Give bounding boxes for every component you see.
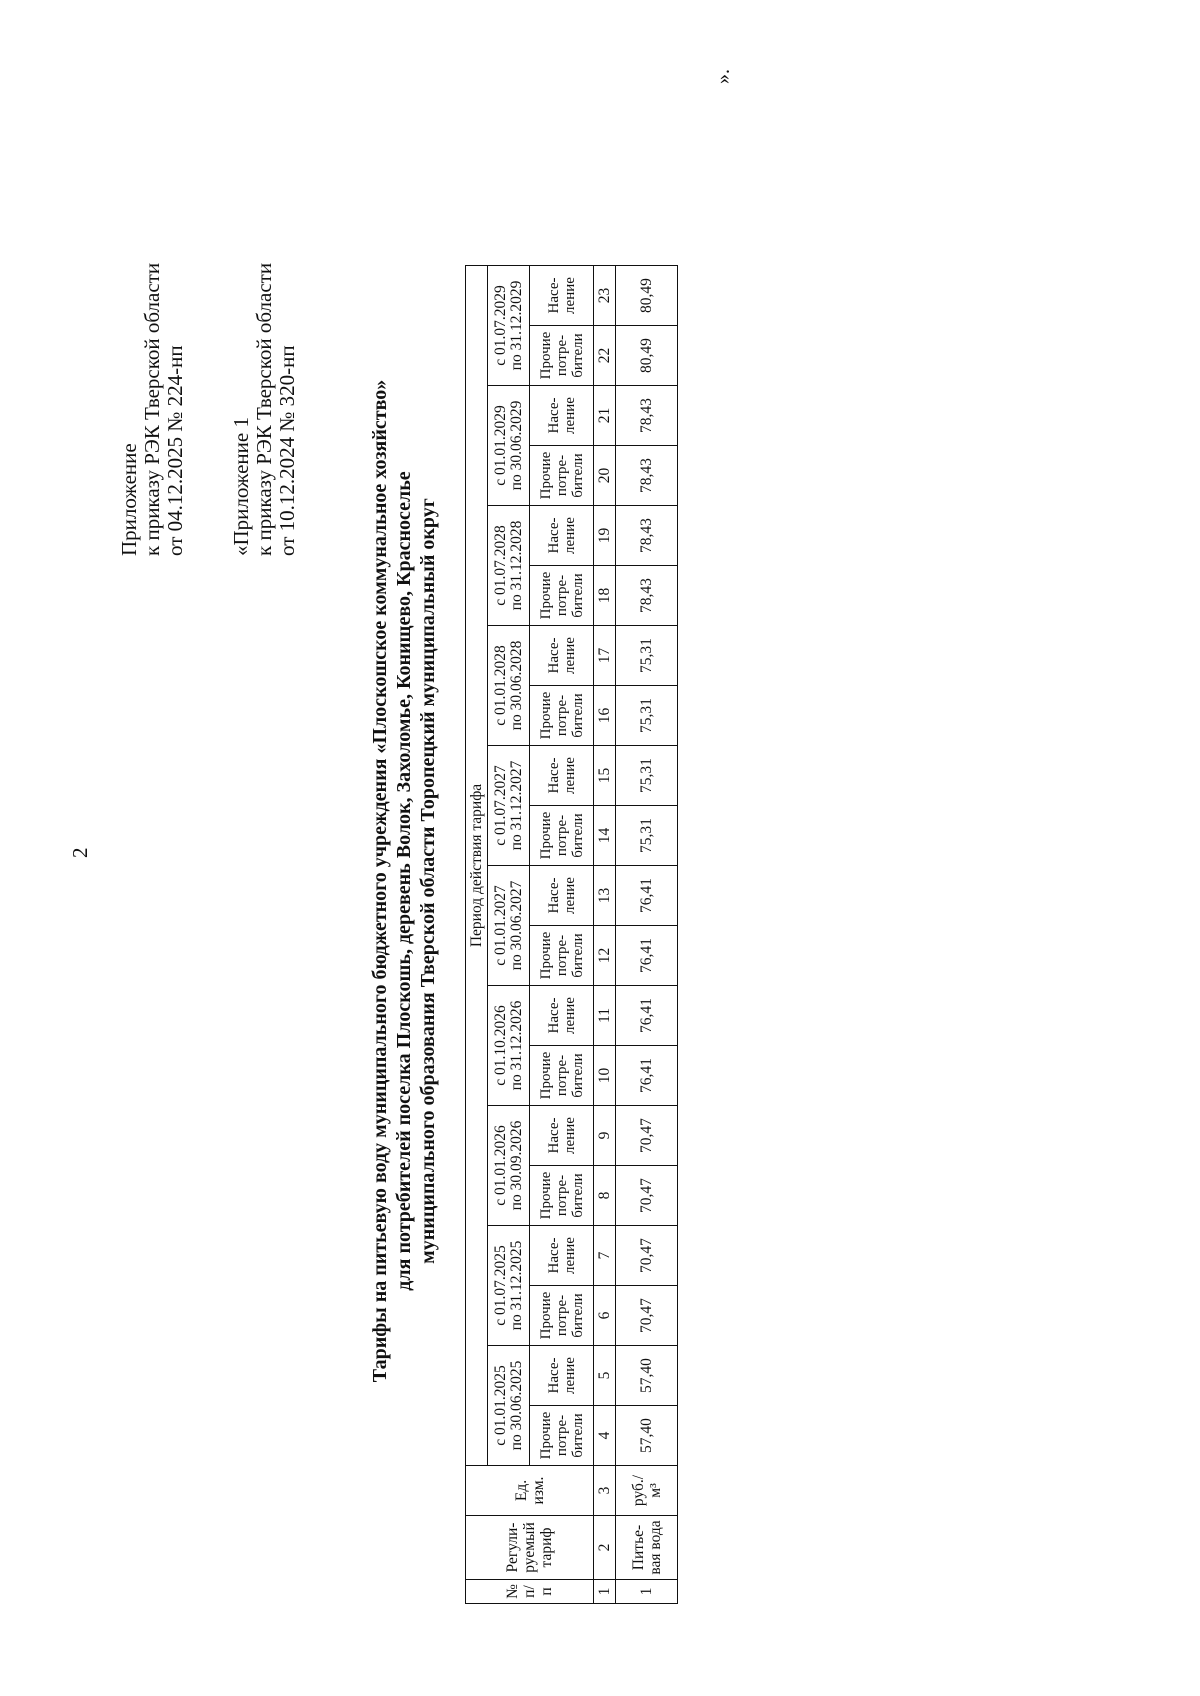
- column-number-11: 11: [594, 986, 616, 1046]
- period-header-5: [488, 866, 530, 986]
- header-period: Период действия тарифа: [466, 266, 488, 1466]
- column-number-12: 12: [594, 926, 616, 986]
- period-header-6: [488, 746, 530, 866]
- header-row-periods: [488, 266, 530, 1604]
- header-no: № п/п: [466, 1580, 594, 1604]
- tariff-table-body: [466, 266, 678, 1604]
- tariff-value: 76,41: [616, 866, 678, 926]
- tariff-value: 70,47: [616, 1166, 678, 1226]
- period-from: с 01.01.2025: [491, 1365, 509, 1446]
- period-from: с 01.07.2027: [491, 765, 509, 846]
- period-header-1: [488, 1346, 530, 1466]
- closing-quote: ».: [712, 69, 734, 84]
- document-title: [368, 156, 440, 1606]
- column-number-14: 14: [594, 806, 616, 866]
- period-to: по 31.12.2026: [507, 1000, 525, 1091]
- column-number-row: [594, 266, 616, 1604]
- period-to: по 31.12.2025: [507, 1240, 525, 1331]
- period-to: по 30.06.2027: [507, 880, 525, 971]
- title-line3: муниципального образования Тверской области Торопецкий муниципальный округ: [417, 498, 439, 1264]
- period-from: с 01.07.2025: [491, 1245, 509, 1326]
- subheader-population-4: Насе-ление: [530, 986, 594, 1046]
- tariff-value: 57,40: [616, 1406, 678, 1466]
- subheader-other-7: Прочие потре-бители: [530, 686, 594, 746]
- subheader-population-10: Насе-ление: [530, 266, 594, 326]
- column-number-8: 8: [594, 1166, 616, 1226]
- column-number-13: 13: [594, 866, 616, 926]
- tariff-value: 75,31: [616, 746, 678, 806]
- period-header-2: [488, 1226, 530, 1346]
- subheader-other-8: Прочие потре-бители: [530, 566, 594, 626]
- period-header-8: [488, 506, 530, 626]
- tariff-value: 76,41: [616, 926, 678, 986]
- period-header-4: [488, 986, 530, 1106]
- column-number-16: 16: [594, 686, 616, 746]
- column-number-10: 10: [594, 1046, 616, 1106]
- column-number-23: 23: [594, 266, 616, 326]
- subheader-population-2: Насе-ление: [530, 1226, 594, 1286]
- column-number-7: 7: [594, 1226, 616, 1286]
- tariff-value: 76,41: [616, 986, 678, 1046]
- subheader-other-4: Прочие потре-бители: [530, 1046, 594, 1106]
- period-header-10: [488, 266, 530, 386]
- period-header-3: [488, 1106, 530, 1226]
- appendix-previous-line3: от 10.12.2024 № 320-нп: [275, 345, 299, 556]
- column-number-5: 5: [594, 1346, 616, 1406]
- tariff-value: 80,49: [616, 266, 678, 326]
- tariff-value: 78,43: [616, 446, 678, 506]
- tariff-value: 70,47: [616, 1106, 678, 1166]
- subheader-population-7: Насе-ление: [530, 626, 594, 686]
- tariff-value: 70,47: [616, 1226, 678, 1286]
- column-number-22: 22: [594, 326, 616, 386]
- period-from: с 01.07.2029: [491, 285, 509, 366]
- period-from: с 01.10.2026: [491, 1005, 509, 1086]
- header-unit: Ед. изм.: [466, 1466, 594, 1516]
- table-row: [616, 266, 678, 1604]
- column-number-4: 4: [594, 1406, 616, 1466]
- header-row-1: [466, 266, 488, 1604]
- header-tariff: Регули-руемый тариф: [466, 1516, 594, 1580]
- subheader-other-3: Прочие потре-бители: [530, 1166, 594, 1226]
- column-number-3: 3: [594, 1466, 616, 1516]
- subheader-other-6: Прочие потре-бители: [530, 806, 594, 866]
- header-row-consumers: [530, 266, 594, 1604]
- tariff-table: [465, 265, 678, 1604]
- title-line2: для потребителей поселка Плоскошь, деревень Волок, Захоломье, Конищево, Красноселье: [393, 471, 415, 1291]
- subheader-population-3: Насе-ление: [530, 1106, 594, 1166]
- subheader-other-1: Прочие потре-бители: [530, 1406, 594, 1466]
- appendix-previous: [230, 263, 299, 556]
- tariff-value: 78,43: [616, 506, 678, 566]
- subheader-population-6: Насе-ление: [530, 746, 594, 806]
- subheader-population-5: Насе-ление: [530, 866, 594, 926]
- tariff-value: 78,43: [616, 566, 678, 626]
- period-header-7: [488, 626, 530, 746]
- tariff-value: 78,43: [616, 386, 678, 446]
- period-header-9: [488, 386, 530, 506]
- subheader-population-1: Насе-ление: [530, 1346, 594, 1406]
- column-number-9: 9: [594, 1106, 616, 1166]
- period-from: с 01.07.2028: [491, 525, 509, 606]
- appendix-previous-line2: к приказу РЭК Тверской области: [252, 262, 276, 556]
- tariff-value: 75,31: [616, 806, 678, 866]
- column-number-6: 6: [594, 1286, 616, 1346]
- tariff-value: 57,40: [616, 1346, 678, 1406]
- column-number-20: 20: [594, 446, 616, 506]
- row-no: 1: [616, 1580, 678, 1604]
- row-unit: руб./м³: [616, 1466, 678, 1516]
- column-number-15: 15: [594, 746, 616, 806]
- subheader-other-2: Прочие потре-бители: [530, 1286, 594, 1346]
- period-to: по 31.12.2029: [507, 280, 525, 371]
- column-number-1: 1: [594, 1580, 616, 1604]
- column-number-18: 18: [594, 566, 616, 626]
- appendix-previous-line1: «Приложение 1: [229, 417, 253, 556]
- title-line1: Тарифы на питьевую воду муниципального бюджетного учреждения «Плоскошское коммунальное хозяйство»: [369, 379, 391, 1383]
- column-number-19: 19: [594, 506, 616, 566]
- column-number-17: 17: [594, 626, 616, 686]
- period-from: с 01.01.2028: [491, 645, 509, 726]
- subheader-population-9: Насе-ление: [530, 386, 594, 446]
- column-number-2: 2: [594, 1516, 616, 1580]
- period-to: по 30.09.2026: [507, 1120, 525, 1211]
- period-to: по 31.12.2027: [507, 760, 525, 851]
- period-to: по 30.06.2025: [507, 1360, 525, 1451]
- appendix-current-line1: Приложение: [117, 443, 141, 556]
- appendix-current-line2: к приказу РЭК Тверской области: [140, 262, 164, 556]
- column-number-21: 21: [594, 386, 616, 446]
- appendix-current: [118, 263, 187, 556]
- page-number: 2: [68, 847, 92, 858]
- subheader-other-10: Прочие потре-бители: [530, 326, 594, 386]
- period-to: по 31.12.2028: [507, 520, 525, 611]
- period-to: по 30.06.2029: [507, 400, 525, 491]
- tariff-value: 80,49: [616, 326, 678, 386]
- subheader-other-5: Прочие потре-бители: [530, 926, 594, 986]
- period-from: с 01.01.2026: [491, 1125, 509, 1206]
- tariff-value: 75,31: [616, 626, 678, 686]
- period-to: по 30.06.2028: [507, 640, 525, 731]
- period-from: с 01.01.2027: [491, 885, 509, 966]
- period-from: с 01.01.2029: [491, 405, 509, 486]
- tariff-value: 76,41: [616, 1046, 678, 1106]
- row-tariff: Питье-вая вода: [616, 1516, 678, 1580]
- appendix-current-line3: от 04.12.2025 № 224-нп: [163, 345, 187, 556]
- tariff-value: 70,47: [616, 1286, 678, 1346]
- subheader-other-9: Прочие потре-бители: [530, 446, 594, 506]
- tariff-value: 75,31: [616, 686, 678, 746]
- subheader-population-8: Насе-ление: [530, 506, 594, 566]
